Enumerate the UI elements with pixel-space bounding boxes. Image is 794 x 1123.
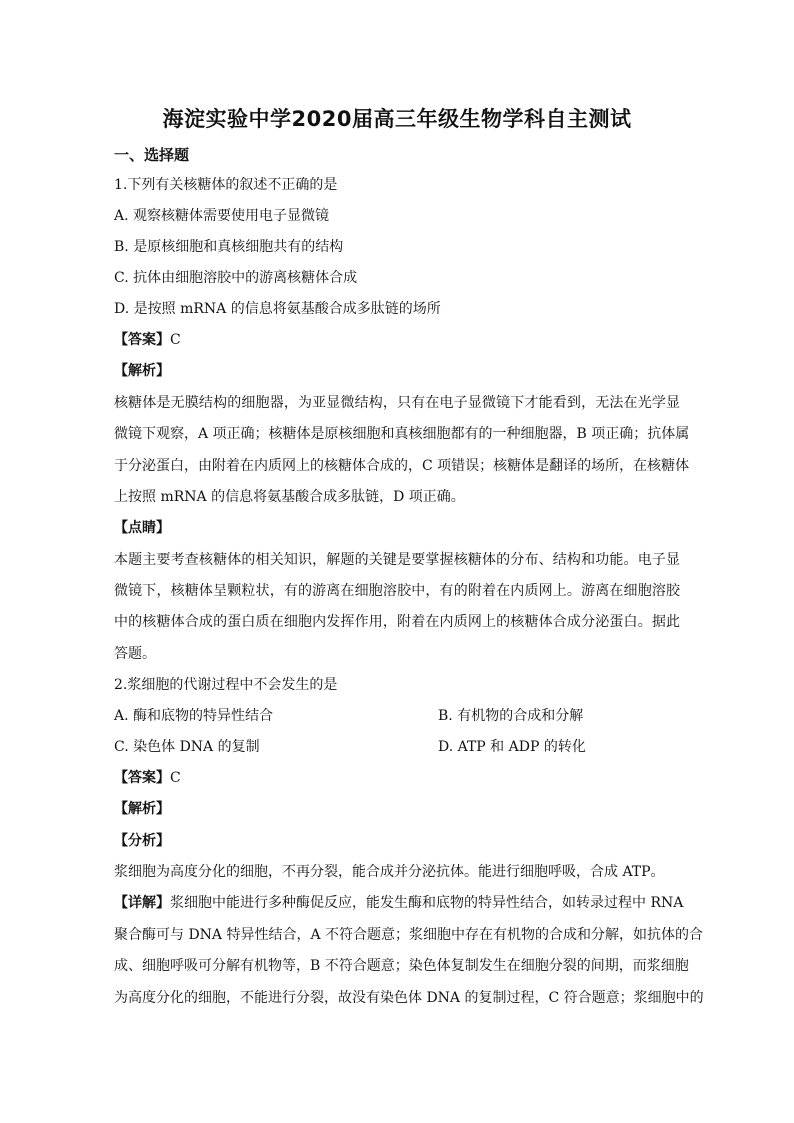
question-1-tip-label: 【点睛】	[114, 520, 170, 536]
analysis-line: 于分泌蛋白，由附着在内质网上的核糖体合成的，C 项错误；核糖体是翻译的场所，在核糖体	[114, 458, 690, 474]
tip-line: 微镜下，核糖体呈颗粒状，有的游离在细胞溶胶中，有的附着在内质网上。游离在细胞溶胶	[114, 583, 680, 599]
question-2-option-b: B. 有机物的合成和分解	[438, 708, 584, 724]
detail-text: 浆细胞中能进行多种酶促反应，能发生酶和底物的特异性结合，如转录过程中 RNA	[170, 895, 684, 911]
detail-label: 【详解】	[114, 895, 170, 911]
analysis-line: 上按照 mRNA 的信息将氨基酸合成多肽链，D 项正确。	[114, 489, 465, 505]
detail-line: 为高度分化的细胞，不能进行分裂，故没有染色体 DNA 的复制过程，C 符合题意；浆细胞中的	[114, 990, 704, 1006]
fenxi-text: 浆细胞为高度分化的细胞，不再分裂，能合成并分泌抗体。能进行细胞呼吸，合成 ATP。	[114, 864, 665, 880]
detail-line: 成、细胞呼吸可分解有机物等，B 不符合题意；染色体复制发生在细胞分裂的间期，而浆细胞	[114, 958, 689, 974]
detail-line: 聚合酶可与 DNA 特异性结合，A 不符合题意；浆细胞中存在有机物的合成和分解，如抗体的合	[114, 927, 704, 943]
question-2-answer	[114, 768, 181, 788]
answer-label: 【答案】	[114, 770, 170, 786]
question-2-option-a: A. 酶和底物的特异性结合	[114, 708, 274, 724]
question-1-option-d: D. 是按照 mRNA 的信息将氨基酸合成多肽链的场所	[114, 301, 441, 317]
answer-value: C	[170, 332, 181, 348]
answer-value: C	[170, 770, 181, 786]
question-1-analysis-label: 【解析】	[114, 363, 170, 379]
section-heading: 一、选择题	[114, 146, 190, 164]
tip-line: 中的核糖体合成的蛋白质在细胞内发挥作用，附着在内质网上的核糖体合成分泌蛋白。据此	[114, 614, 680, 630]
question-1-option-c: C. 抗体由细胞溶胶中的游离核糖体合成	[114, 270, 358, 286]
question-2-fenxi-label: 【分析】	[114, 833, 170, 849]
question-1-stem: 1.下列有关核糖体的叙述不正确的是	[114, 177, 338, 193]
question-2-option-c: C. 染色体 DNA 的复制	[114, 739, 260, 755]
question-1-option-a: A. 观察核糖体需要使用电子显微镜	[114, 208, 330, 224]
question-2-option-d: D. ATP 和 ADP 的转化	[438, 739, 586, 755]
question-1-answer	[114, 330, 181, 350]
answer-label: 【答案】	[114, 332, 170, 348]
question-2-analysis-label: 【解析】	[114, 801, 170, 817]
detail-first-line	[114, 893, 684, 913]
question-2-stem: 2.浆细胞的代谢过程中不会发生的是	[114, 677, 338, 693]
document-title: 海淀实验中学2020届高三年级生物学科自主测试	[162, 107, 632, 131]
analysis-line: 核糖体是无膜结构的细胞器，为亚显微结构，只有在电子显微镜下才能看到，无法在光学显	[114, 395, 680, 411]
tip-line: 答题。	[114, 646, 156, 662]
tip-line: 本题主要考查核糖体的相关知识，解题的关键是要掌握核糖体的分布、结构和功能。电子显	[114, 552, 680, 568]
question-1-option-b: B. 是原核细胞和真核细胞共有的结构	[114, 239, 344, 255]
analysis-line: 微镜下观察，A 项正确；核糖体是原核细胞和真核细胞都有的一种细胞器，B 项正确；抗体属	[114, 426, 690, 442]
